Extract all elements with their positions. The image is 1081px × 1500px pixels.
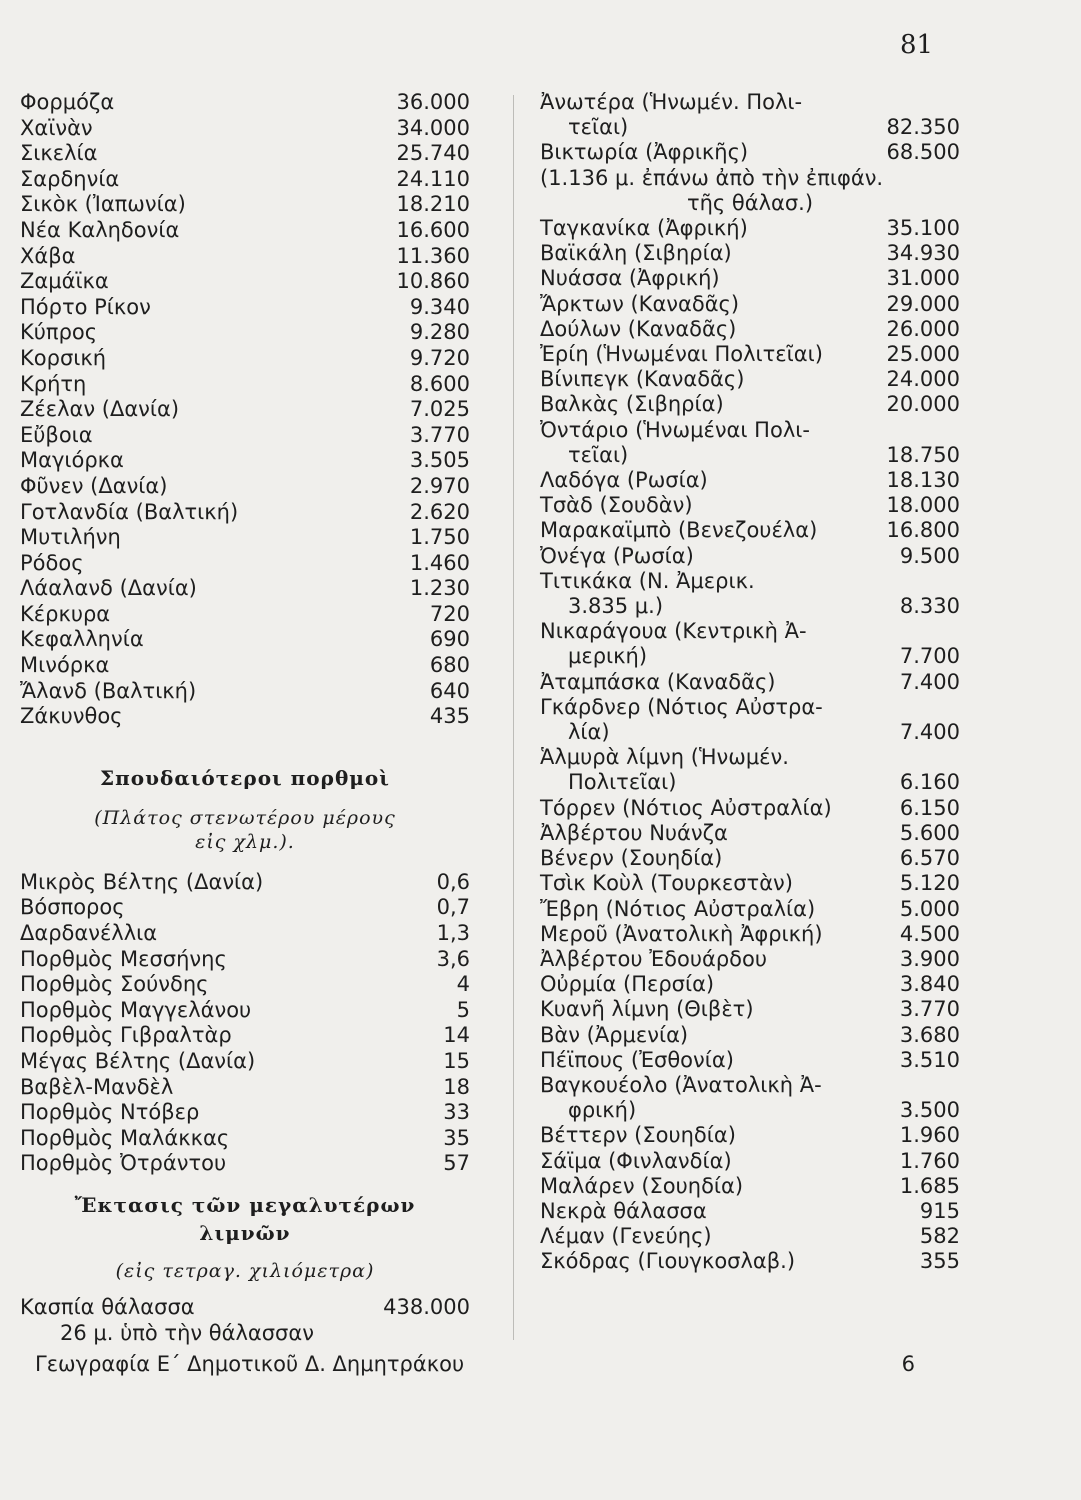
lake-row <box>540 871 960 896</box>
strait-row-name: Πορθμὸς Μαγγελάνου <box>20 997 252 1022</box>
lake-row <box>540 1023 960 1048</box>
island-row <box>20 627 470 653</box>
lakes-subheading: (εἰς τετραγ. χιλιόμετρα) <box>115 1259 375 1282</box>
island-row <box>20 192 470 218</box>
lake-row-name: Σκόδρας (Γιουγκοσλαβ.) <box>540 1249 796 1274</box>
strait-row-value: 14 <box>443 1023 470 1048</box>
left-column <box>20 90 470 1346</box>
island-row-value: 18.210 <box>396 192 470 217</box>
island-row-name: Ζέελαν (Δανία) <box>20 397 180 422</box>
island-row-value: 2.620 <box>409 499 470 524</box>
footer-title: Γεωγραφία Ε΄ Δημοτικοῦ Δ. Δημητράκου <box>35 1352 465 1376</box>
lake-row-name: Πέϊπους (Ἐσθονία) <box>540 1047 734 1072</box>
lake-row-name: Τσὰδ (Σουδὰν) <box>540 493 693 518</box>
lake-row <box>540 216 960 241</box>
strait-row <box>20 1100 470 1126</box>
lake-row-value: 3.510 <box>899 1047 960 1072</box>
island-row-name: Εὔβοια <box>20 422 93 447</box>
island-row-name: Πόρτο Ρίκον <box>20 294 151 319</box>
island-row-name: Λάαλανδ (Δανία) <box>20 576 197 601</box>
lake-row <box>540 392 960 417</box>
strait-row-name: Βόσπορος <box>20 895 125 920</box>
strait-row-name: Βαβὲλ-Μανδὲλ <box>20 1074 174 1099</box>
lake-row <box>540 619 960 644</box>
lake-row <box>540 544 960 569</box>
lake-row-value: 31.000 <box>886 266 960 291</box>
island-row-name: Ρόδος <box>20 550 84 575</box>
lake-row-value: 8.330 <box>899 594 960 619</box>
strait-row-value: 4 <box>456 972 470 997</box>
island-row-value: 720 <box>429 601 470 626</box>
caspian-row <box>20 1295 470 1321</box>
island-row-value: 3.770 <box>409 422 470 447</box>
island-row-value: 9.720 <box>409 345 470 370</box>
island-row-name: Φορμόζα <box>20 90 115 114</box>
lake-row <box>540 418 960 443</box>
lake-row-name: Νυάσσα (Ἀφρική) <box>540 266 720 291</box>
strait-row-value: 33 <box>443 1100 470 1125</box>
lake-row-name: (1.136 μ. ἐπάνω ἀπὸ τὴν ἐπιφάν. <box>540 165 884 190</box>
island-row-name: Ζάκυνθος <box>20 704 123 729</box>
lake-name: Κασπία θάλασσα <box>20 1294 195 1319</box>
lake-row <box>540 846 960 871</box>
lake-row-value: 3.770 <box>899 997 960 1022</box>
strait-row <box>20 921 470 947</box>
lake-row <box>540 947 960 972</box>
strait-row-name: Πορθμὸς Ντόβερ <box>20 1100 200 1125</box>
island-row-value: 11.360 <box>396 243 470 268</box>
island-row <box>20 448 470 474</box>
island-row-value: 680 <box>429 653 470 678</box>
strait-row-value: 0,6 <box>436 869 470 894</box>
strait-row <box>20 1126 470 1152</box>
strait-row-value: 5 <box>456 997 470 1022</box>
strait-row-name: Πορθμὸς Γιβραλτὰρ <box>20 1023 232 1048</box>
lake-row <box>540 1174 960 1199</box>
page-number: 81 <box>900 30 934 60</box>
lake-row-value: 5.000 <box>899 896 960 921</box>
lake-row-name: Ἐρίη (Ἡνωμέναι Πολιτεῖαι) <box>540 342 823 367</box>
island-row-name: Νέα Καληδονία <box>20 217 180 242</box>
island-row <box>20 602 470 628</box>
lake-row <box>540 468 960 493</box>
lake-row <box>540 493 960 518</box>
lake-row-name: Βαγκουέολο (Ἀνατολικὴ Ἀ- <box>540 1072 822 1097</box>
page-footer <box>35 1352 915 1376</box>
lake-row-name: Ἀλβέρτου Ἐδουάρδου <box>540 946 767 971</box>
strait-row <box>20 972 470 998</box>
island-row-value: 7.025 <box>409 397 470 422</box>
island-row <box>20 474 470 500</box>
islands-table <box>20 90 470 730</box>
lake-row <box>540 90 960 115</box>
lake-row <box>540 594 960 619</box>
lake-row-name: Τιτικάκα (Ν. Ἀμερικ. <box>540 568 755 593</box>
island-row-value: 34.000 <box>396 115 470 140</box>
lake-row-name: Λαδόγα (Ρωσία) <box>540 468 708 493</box>
strait-row <box>20 1049 470 1075</box>
lake-row <box>540 922 960 947</box>
lake-row-value: 68.500 <box>886 140 960 165</box>
strait-row <box>20 998 470 1024</box>
lake-row-value: 915 <box>919 1198 960 1223</box>
strait-row <box>20 1151 470 1177</box>
island-row <box>20 500 470 526</box>
lake-row-name: Ὀντάριο (Ἡνωμέναι Πολι- <box>540 417 810 442</box>
lake-row <box>540 644 960 669</box>
lake-row-name: Ἀταμπάσκα (Καναδᾶς) <box>540 669 776 694</box>
island-row <box>20 704 470 730</box>
lake-row-name: φρική) <box>568 1098 637 1123</box>
lake-row <box>540 1224 960 1249</box>
island-row-value: 640 <box>429 678 470 703</box>
lake-row-value: 34.930 <box>886 241 960 266</box>
lake-row-value: 82.350 <box>886 115 960 140</box>
lake-row-name: Βένερν (Σουηδία) <box>540 846 723 871</box>
lake-row-value: 7.700 <box>899 644 960 669</box>
strait-row-value: 1,3 <box>436 921 470 946</box>
lake-row <box>540 569 960 594</box>
lake-row-name: Νεκρὰ θάλασσα <box>540 1198 707 1223</box>
lake-row-name: Ἔβρη (Νότιος Αὐστραλία) <box>540 896 816 921</box>
lake-row-value: 7.400 <box>899 720 960 745</box>
lake-row-value: 9.500 <box>899 543 960 568</box>
island-row <box>20 679 470 705</box>
straits-heading: Σπουδαιότεροι πορθμοὶ <box>100 765 390 790</box>
lake-row-value: 25.000 <box>886 342 960 367</box>
island-row-name: Κέρκυρα <box>20 601 111 626</box>
lake-row-name: λία) <box>568 720 610 745</box>
island-row <box>20 244 470 270</box>
lakes-table <box>540 90 960 1275</box>
lake-row-value: 26.000 <box>886 316 960 341</box>
footer-signature: 6 <box>901 1352 915 1376</box>
island-row-value: 9.280 <box>409 320 470 345</box>
lake-row-name: Λέμαν (Γενεύης) <box>540 1224 712 1249</box>
lake-row-name: τεῖαι) <box>568 115 629 140</box>
straits-subheading-line1: (Πλάτος στενωτέρου μέρους <box>94 806 396 829</box>
lake-row-name: Δούλων (Καναδᾶς) <box>540 316 737 341</box>
strait-row-value: 18 <box>443 1074 470 1099</box>
island-row-value: 8.600 <box>409 371 470 396</box>
lake-row-name: Μαλάρεν (Σουηδία) <box>540 1173 744 1198</box>
island-row-name: Κρήτη <box>20 371 87 396</box>
lake-row-value: 29.000 <box>886 291 960 316</box>
lake-row-name: τῆς θάλασ.) <box>686 190 814 215</box>
lake-row-name: Γκάρδνερ (Νότιος Αὐστρα- <box>540 694 823 719</box>
lake-row-value: 1.760 <box>899 1148 960 1173</box>
island-row-value: 9.340 <box>409 294 470 319</box>
island-row <box>20 576 470 602</box>
strait-row <box>20 1075 470 1101</box>
lake-row <box>540 745 960 770</box>
lake-row-value: 3.900 <box>899 946 960 971</box>
island-row-value: 24.110 <box>396 166 470 191</box>
strait-row-value: 35 <box>443 1125 470 1150</box>
island-row-value: 690 <box>429 627 470 652</box>
island-row-name: Γοτλανδία (Βαλτική) <box>20 499 239 524</box>
lake-row <box>540 140 960 165</box>
island-row-name: Σικελία <box>20 141 98 166</box>
island-row <box>20 653 470 679</box>
lake-row-name: Τόρρεν (Νότιος Αὐστραλία) <box>540 795 832 820</box>
strait-row-name: Μικρὸς Βέλτης (Δανία) <box>20 869 264 894</box>
island-row-name: Ἄλανδ (Βαλτική) <box>20 678 197 703</box>
lake-row-value: 3.680 <box>899 1022 960 1047</box>
lake-row-name: Βαϊκάλη (Σιβηρία) <box>540 241 732 266</box>
lake-row-name: μερική) <box>568 644 648 669</box>
lake-row <box>540 720 960 745</box>
island-row-name: Μαγιόρκα <box>20 448 124 473</box>
island-row <box>20 423 470 449</box>
lake-row <box>540 770 960 795</box>
lake-row-value: 3.500 <box>899 1098 960 1123</box>
lake-row <box>540 1149 960 1174</box>
island-row-name: Μινόρκα <box>20 653 110 678</box>
lake-row-value: 1.960 <box>899 1123 960 1148</box>
lake-row-name: Μεροῦ (Ἀνατολικὴ Ἀφρική) <box>540 921 823 946</box>
lake-row <box>540 317 960 342</box>
lake-row-name: Ταγκανίκα (Ἀφρική) <box>540 216 748 241</box>
island-row <box>20 551 470 577</box>
lake-row-value: 5.120 <box>899 871 960 896</box>
lake-row-value: 7.400 <box>899 669 960 694</box>
lake-row-value: 5.600 <box>899 820 960 845</box>
island-row-name: Κορσική <box>20 345 107 370</box>
lake-row <box>540 1249 960 1274</box>
strait-row <box>20 947 470 973</box>
lake-row <box>540 166 960 191</box>
lake-row-value: 18.130 <box>886 468 960 493</box>
strait-row-name: Πορθμὸς Σούνδης <box>20 972 209 997</box>
strait-row-name: Πορθμὸς Μαλάκκας <box>20 1125 230 1150</box>
caspian-note: 26 μ. ὑπὸ τὴν θάλασσαν <box>60 1320 314 1345</box>
island-row-value: 435 <box>429 704 470 729</box>
lake-row-name: τεῖαι) <box>568 442 629 467</box>
lake-row <box>540 241 960 266</box>
island-row-name: Ζαμάϊκα <box>20 269 109 294</box>
lake-row-name: Ὀνέγα (Ρωσία) <box>540 543 694 568</box>
lake-row-name: Ἀνωτέρα (Ἡνωμέν. Πολι- <box>540 90 803 114</box>
lake-row-value: 4.500 <box>899 921 960 946</box>
island-row-value: 16.600 <box>396 217 470 242</box>
strait-row-name: Μέγας Βέλτης (Δανία) <box>20 1049 256 1073</box>
right-column <box>540 90 960 1275</box>
strait-row-value: 57 <box>443 1151 470 1176</box>
lake-row-value: 6.160 <box>899 770 960 795</box>
island-row-name: Κεφαλληνία <box>20 627 144 652</box>
lake-row-name: Σάϊμα (Φινλανδία) <box>540 1148 732 1173</box>
lake-row <box>540 266 960 291</box>
lake-row-name: Πολιτεῖαι) <box>568 770 677 795</box>
lake-row-value: 18.750 <box>886 442 960 467</box>
island-row-name: Χαϊνὰν <box>20 115 93 140</box>
lake-row-value: 18.000 <box>886 493 960 518</box>
lake-row-name: Βικτωρία (Ἀφρικῆς) <box>540 140 749 165</box>
lake-row <box>540 1073 960 1098</box>
lake-row <box>540 695 960 720</box>
lake-row-name: Οὐρμία (Περσία) <box>540 972 715 997</box>
lake-row-name: 3.835 μ.) <box>568 594 664 619</box>
island-row-value: 1.230 <box>409 576 470 601</box>
island-row-name: Σαρδηνία <box>20 166 120 191</box>
lake-row <box>540 1098 960 1123</box>
lake-row-name: Βὰν (Ἀρμενία) <box>540 1022 689 1047</box>
lake-row-name: Βέττερν (Σουηδία) <box>540 1123 736 1148</box>
lake-row-name: Ἁλμυρὰ λίμνη (Ἡνωμέν. <box>540 745 789 770</box>
island-row <box>20 90 470 116</box>
lake-row <box>540 972 960 997</box>
strait-row-name: Πορθμὸς Ὀτράντου <box>20 1151 227 1176</box>
strait-row-name: Δαρδανέλλια <box>20 921 158 946</box>
island-row <box>20 372 470 398</box>
lake-row-name: Βίνιπεγκ (Καναδᾶς) <box>540 367 745 392</box>
lake-row <box>540 670 960 695</box>
island-row-value: 1.750 <box>409 525 470 550</box>
island-row-value: 1.460 <box>409 550 470 575</box>
lake-row-name: Ἄρκτων (Καναδᾶς) <box>540 291 740 316</box>
island-row <box>20 269 470 295</box>
island-row <box>20 218 470 244</box>
island-row-name: Σικὸκ (Ἰαπωνία) <box>20 192 186 217</box>
lake-row-name: Κυανῆ λίμνη (Θιβὲτ) <box>540 997 754 1022</box>
lake-row-value: 1.685 <box>899 1173 960 1198</box>
lake-row-value: 6.570 <box>899 846 960 871</box>
island-row <box>20 167 470 193</box>
lake-row-name: Ἀλβέρτου Νυάνζα <box>540 820 728 845</box>
island-row-value: 2.970 <box>409 473 470 498</box>
column-divider <box>513 95 514 1340</box>
strait-row-value: 15 <box>443 1049 470 1073</box>
island-row <box>20 295 470 321</box>
lake-row-value: 35.100 <box>886 216 960 241</box>
lake-row-name: Νικαράγουα (Κεντρικὴ Ἀ- <box>540 619 807 644</box>
lake-row <box>540 796 960 821</box>
island-row-name: Χάβα <box>20 243 76 268</box>
island-row-value: 3.505 <box>409 448 470 473</box>
lake-row-value: 582 <box>919 1224 960 1249</box>
strait-row <box>20 895 470 921</box>
lake-row <box>540 821 960 846</box>
lake-row <box>540 342 960 367</box>
lakes-heading-line1: Ἔκτασις τῶν μεγαλυτέρων <box>74 1192 416 1217</box>
lake-row <box>540 292 960 317</box>
island-row <box>20 320 470 346</box>
strait-row-name: Πορθμὸς Μεσσήνης <box>20 946 227 971</box>
island-row <box>20 141 470 167</box>
island-row-name: Κύπρος <box>20 320 98 345</box>
lakes-heading-line2: λιμνῶν <box>199 1220 291 1245</box>
lake-area: 438.000 <box>383 1294 470 1319</box>
island-row <box>20 397 470 423</box>
lake-row-name: Τσὶκ Κοὺλ (Τουρκεστὰν) <box>540 871 793 896</box>
island-row-name: Μυτιλήνη <box>20 525 121 550</box>
lake-row <box>540 997 960 1022</box>
island-row <box>20 116 470 142</box>
lake-row <box>540 443 960 468</box>
island-row-value: 10.860 <box>396 269 470 294</box>
island-row <box>20 346 470 372</box>
island-row <box>20 525 470 551</box>
lake-row-name: Βαλκὰς (Σιβηρία) <box>540 392 724 417</box>
island-row-value: 25.740 <box>396 141 470 166</box>
strait-row <box>20 870 470 896</box>
lake-row-value: 24.000 <box>886 367 960 392</box>
lake-row-value: 6.150 <box>899 795 960 820</box>
straits-table <box>20 870 470 1177</box>
lake-row <box>540 518 960 543</box>
lake-row <box>540 1048 960 1073</box>
lake-row-value: 20.000 <box>886 392 960 417</box>
lake-row-name: Μαρακαϊμπὸ (Βενεζουέλα) <box>540 518 818 543</box>
lake-row <box>540 897 960 922</box>
straits-subheading-line2: εἰς χλμ.). <box>195 830 295 853</box>
lake-row <box>540 191 960 216</box>
lake-row <box>540 367 960 392</box>
strait-row-value: 3,6 <box>436 946 470 971</box>
lake-row-value: 16.800 <box>886 518 960 543</box>
island-row-name: Φῦνεν (Δανία) <box>20 473 168 498</box>
strait-row-value: 0,7 <box>436 895 470 920</box>
island-row-value: 36.000 <box>396 90 470 114</box>
lake-row <box>540 115 960 140</box>
lake-row-value: 3.840 <box>899 972 960 997</box>
lake-row-value: 355 <box>919 1249 960 1274</box>
strait-row <box>20 1023 470 1049</box>
lake-row <box>540 1199 960 1224</box>
lake-row <box>540 1123 960 1148</box>
